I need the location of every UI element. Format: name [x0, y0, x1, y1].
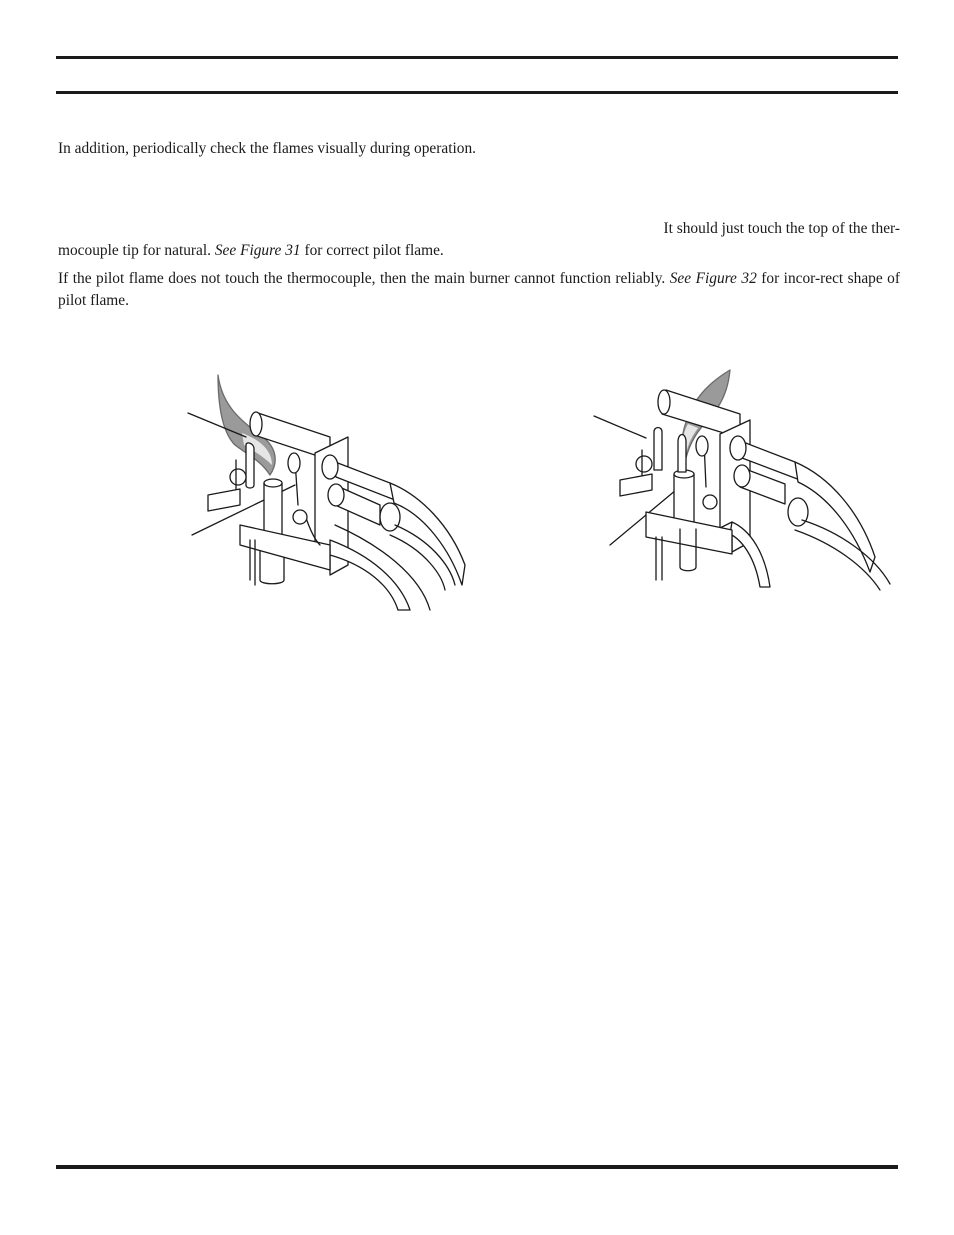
header-rule-top — [56, 56, 898, 59]
figure-reference-31: See Figure 31 — [214, 242, 301, 259]
pilot-assembly-drawing — [590, 362, 900, 594]
paragraph-text: mocouple tip for natural. — [58, 242, 215, 259]
figure-reference-32: See Figure 32 — [669, 270, 757, 287]
paragraph-text: for incor-rect shape of pilot flame. — [58, 270, 900, 309]
paragraph-text: If the pilot flame does not touch the thermocouple, then the main burner cannot function reliably. — [58, 270, 670, 287]
footer-rule — [56, 1165, 898, 1169]
paragraph-pilot-flame-line1: It should just touch the top of the ther- — [663, 220, 900, 237]
paragraph-visual-check: In addition, periodically check the flames visually during operation. — [58, 140, 476, 157]
header-rule-bottom — [56, 91, 898, 94]
paragraph-pilot-flame-line2 — [58, 240, 900, 262]
paragraph-text: for correct pilot flame. — [300, 242, 444, 259]
pilot-assembly-drawing — [180, 365, 490, 615]
correct-pilot-flame-illustration — [180, 365, 490, 615]
paragraph-incorrect-flame — [58, 268, 900, 312]
incorrect-pilot-flame-illustration — [590, 362, 900, 594]
